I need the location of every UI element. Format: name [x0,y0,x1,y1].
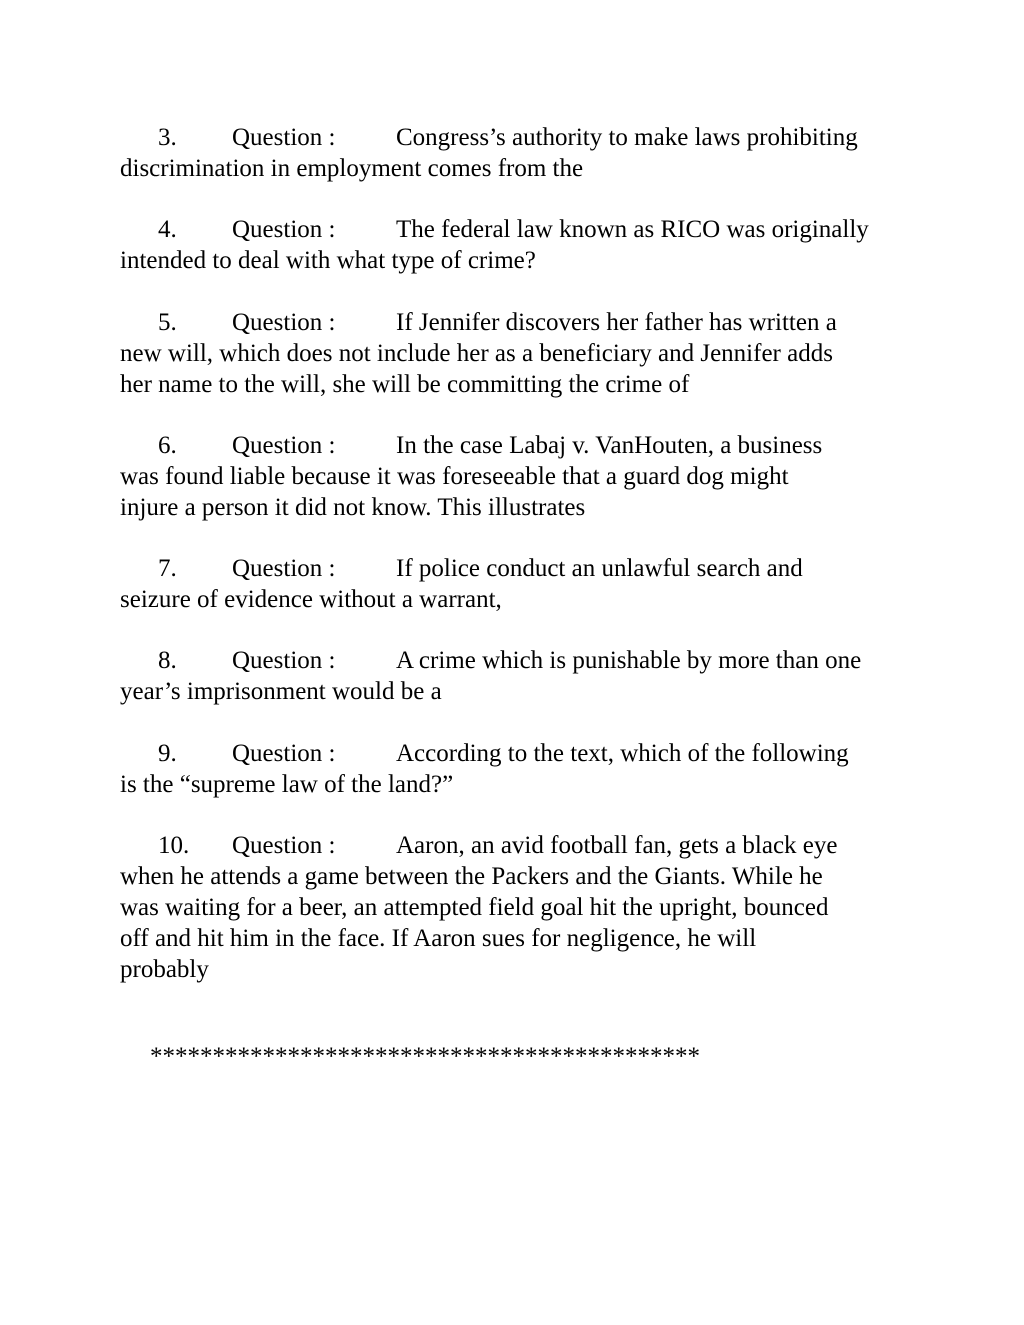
question-text-start: If Jennifer discovers her father has written a [396,309,837,336]
question-text-continued: when he attends a game between the Packers and the Giants. While he [120,863,823,890]
question-text-continued: seizure of evidence without a warrant, [120,586,502,613]
question-first-line [120,214,910,245]
question-label: Question : [232,740,336,767]
question-first-line [120,307,910,338]
question-5 [120,307,910,400]
question-label: Question : [232,432,336,459]
question-first-line [120,553,910,584]
question-text-continued: is the “supreme law of the land?” [120,771,454,798]
question-text-start: In the case Labaj v. VanHouten, a business [396,432,823,459]
question-number: 9. [158,740,177,767]
question-text-start: According to the text, which of the following [396,740,849,767]
question-text-start: A crime which is punishable by more than one [396,647,862,674]
question-text-continued: was found liable because it was foreseeable that a guard dog might [120,463,789,490]
question-number: 3. [158,124,177,151]
question-text-start: Congress’s authority to make laws prohibiting [396,124,858,151]
question-9 [120,738,910,800]
question-number: 7. [158,555,177,582]
question-label: Question : [232,647,336,674]
question-3 [120,122,910,184]
question-label: Question : [232,309,336,336]
question-text-continued: intended to deal with what type of crime? [120,247,536,274]
question-label: Question : [232,555,336,582]
question-text-start: If police conduct an unlawful search and [396,555,803,582]
question-8 [120,645,910,707]
question-first-line [120,122,910,153]
question-10 [120,830,910,985]
question-text-continued: year’s imprisonment would be a [120,678,442,705]
question-label: Question : [232,216,336,243]
question-text-continued: new will, which does not include her as a beneficiary and Jennifer adds [120,340,833,367]
question-number: 8. [158,647,177,674]
question-first-line [120,645,910,676]
question-text-continued: her name to the will, she will be committing the crime of [120,371,690,398]
question-4 [120,214,910,276]
question-text-continued: discrimination in employment comes from the [120,155,584,182]
question-first-line [120,430,910,461]
question-text-continued: was waiting for a beer, an attempted field goal hit the upright, bounced [120,894,829,921]
asterisk-separator: ******************************************** [150,1043,700,1070]
question-6 [120,430,910,523]
question-text-continued: probably [120,956,209,983]
question-label: Question : [232,832,336,859]
question-text-start: The federal law known as RICO was originally [396,216,869,243]
question-text-continued: injure a person it did not know. This illustrates [120,494,586,521]
question-first-line [120,830,910,861]
question-text-continued: off and hit him in the face. If Aaron sues for negligence, he will [120,925,757,952]
question-number: 5. [158,309,177,336]
question-number: 4. [158,216,177,243]
question-7 [120,553,910,615]
question-first-line [120,738,910,769]
question-text-start: Aaron, an avid football fan, gets a black eye [396,832,838,859]
question-number: 10. [158,832,190,859]
question-number: 6. [158,432,177,459]
question-label: Question : [232,124,336,151]
